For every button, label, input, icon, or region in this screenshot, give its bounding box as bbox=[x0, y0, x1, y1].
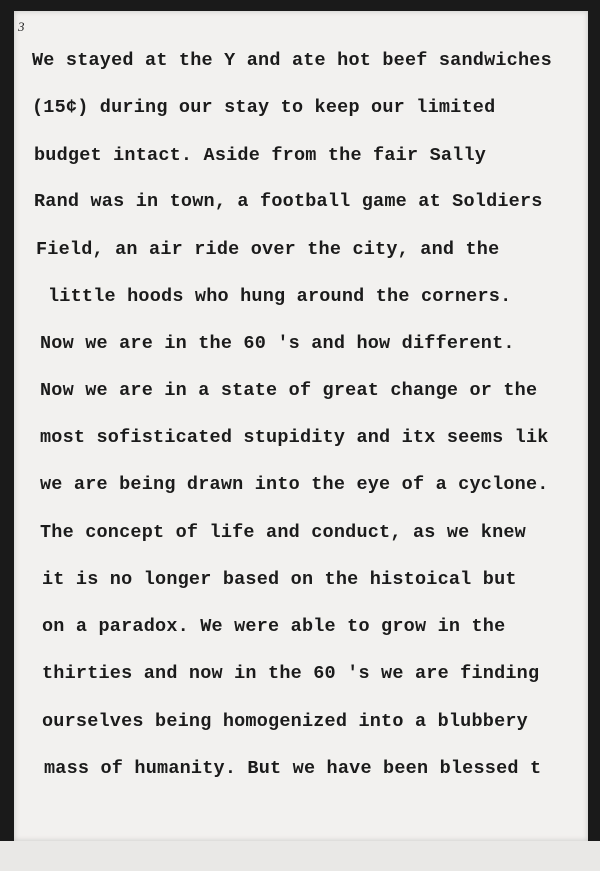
background-surface bbox=[0, 841, 600, 871]
text-line: Rand was in town, a football game at Soldiers bbox=[34, 191, 543, 212]
typewritten-page bbox=[14, 11, 588, 841]
text-line: budget intact. Aside from the fair Sally bbox=[34, 145, 487, 166]
text-line: The concept of life and conduct, as we knew bbox=[40, 522, 526, 543]
text-line: (15¢) during our stay to keep our limited bbox=[32, 97, 496, 118]
text-line: little hoods who hung around the corners. bbox=[48, 286, 512, 307]
text-line: most sofisticated stupidity and itx seems lik bbox=[40, 427, 549, 448]
text-line: it is no longer based on the histoical but bbox=[42, 569, 517, 590]
text-line: We stayed at the Y and ate hot beef sandwiches bbox=[32, 50, 552, 71]
text-line: mass of humanity. But we have been blessed t bbox=[44, 758, 542, 779]
text-line: thirties and now in the 60 's we are finding bbox=[42, 663, 540, 684]
text-line: Now we are in a state of great change or the bbox=[40, 380, 538, 401]
text-line: on a paradox. We were able to grow in the bbox=[42, 616, 506, 637]
page-number: 3 bbox=[18, 19, 25, 34]
text-line: Now we are in the 60 's and how different. bbox=[40, 333, 515, 354]
text-line: Field, an air ride over the city, and the bbox=[36, 239, 500, 260]
text-line: we are being drawn into the eye of a cyclone. bbox=[40, 474, 549, 495]
text-line: ourselves being homogenized into a blubbery bbox=[42, 711, 528, 732]
